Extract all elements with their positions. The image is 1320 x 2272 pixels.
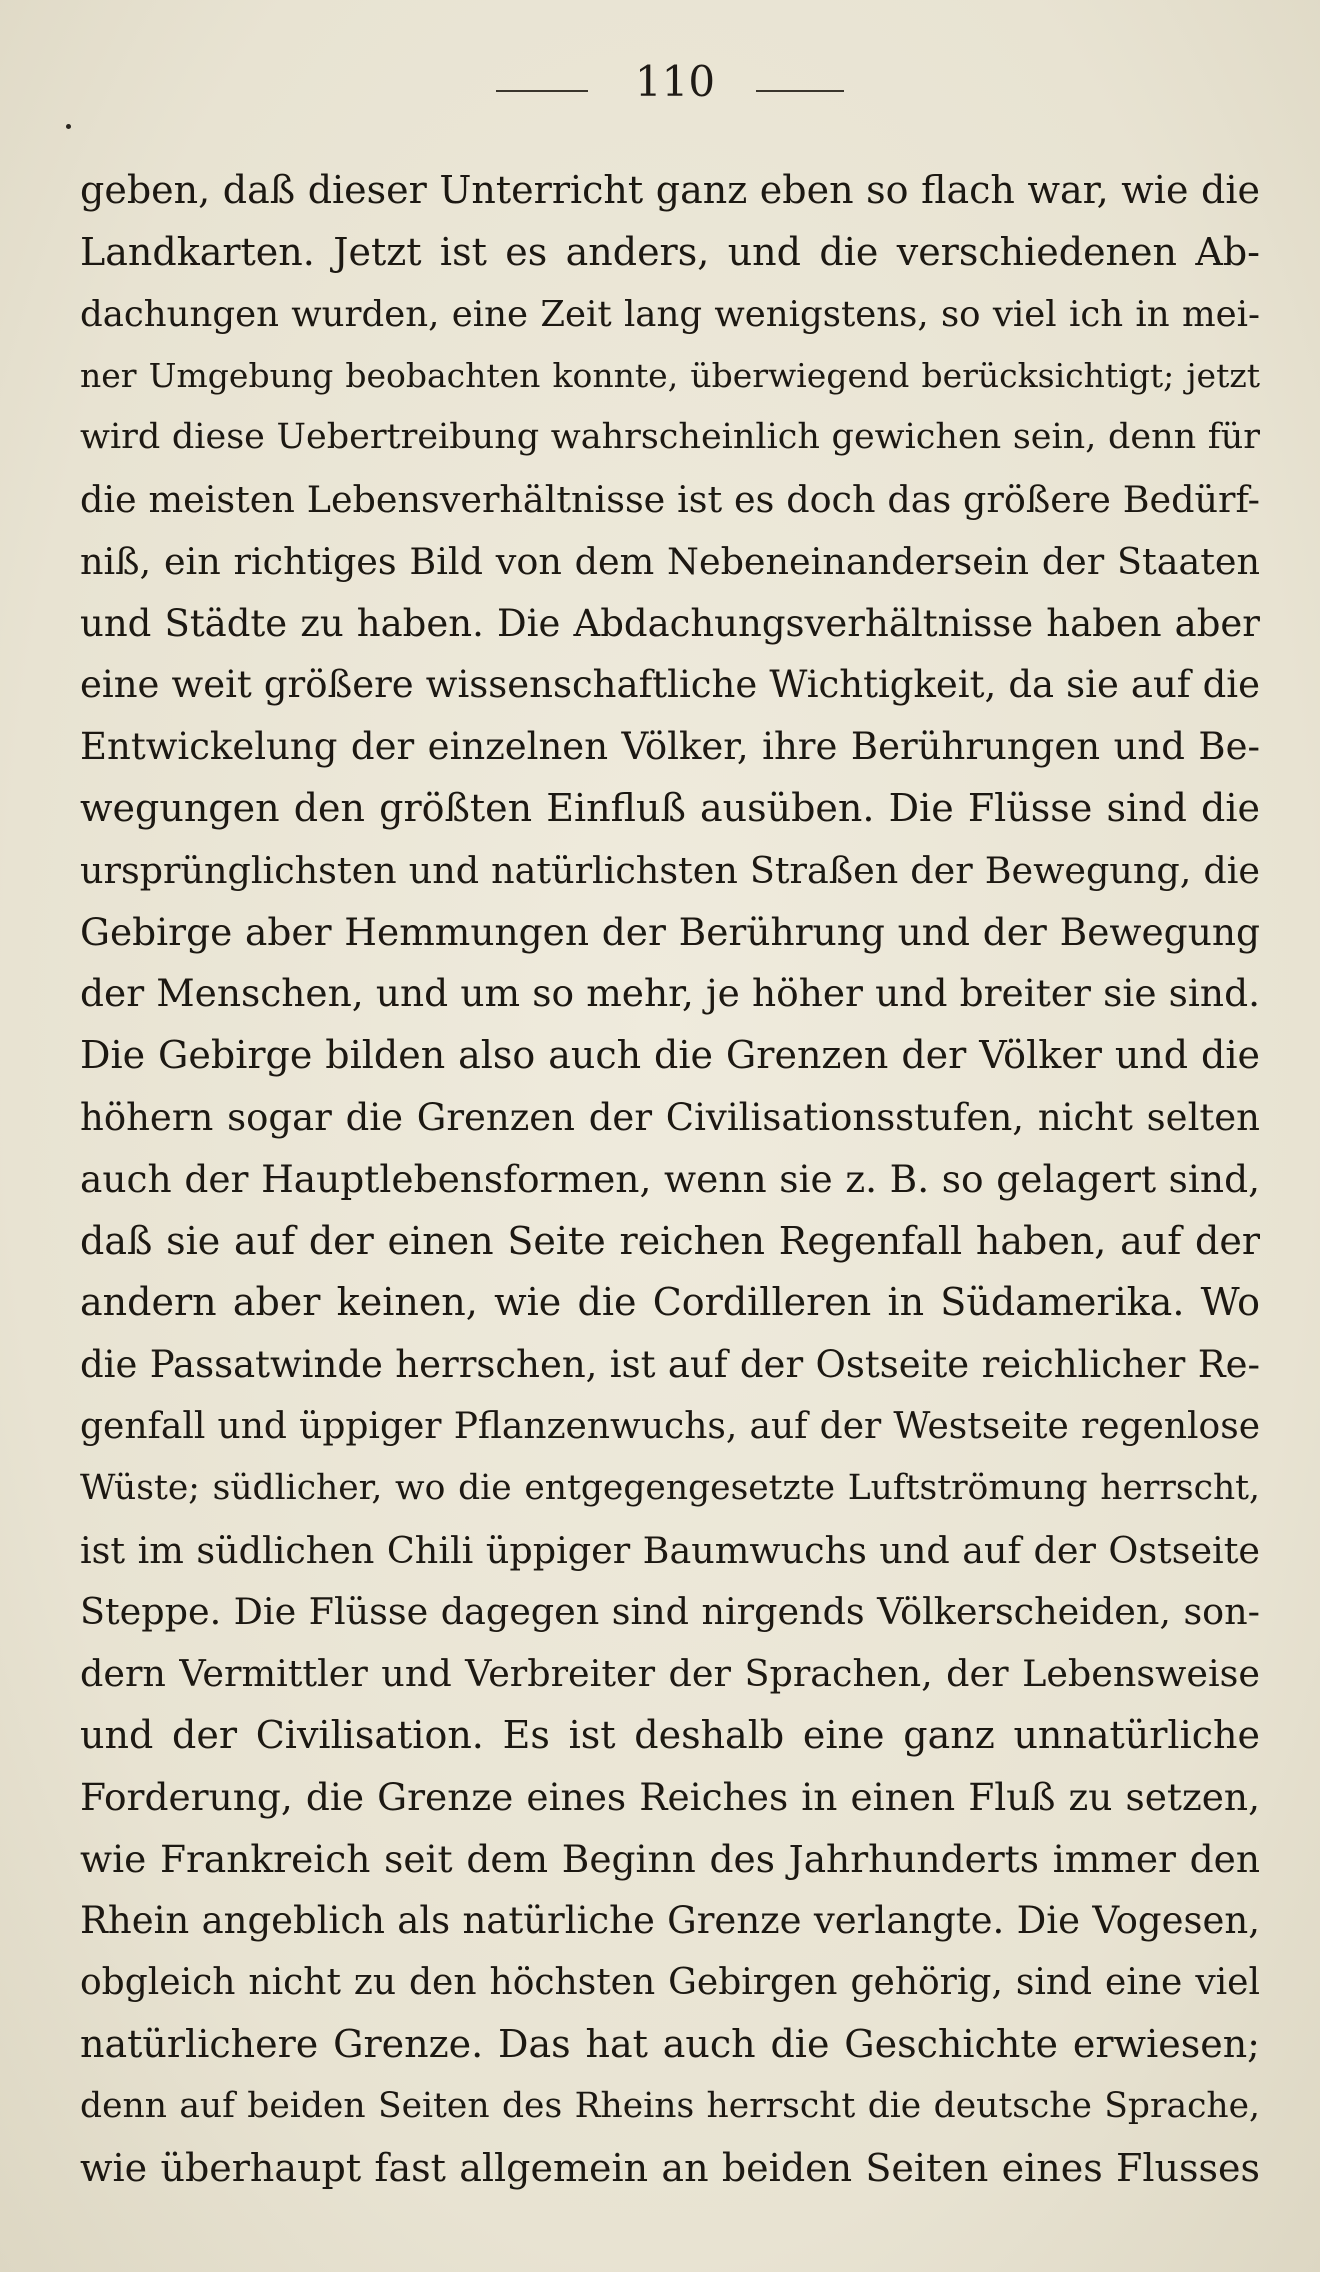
page-header <box>0 52 1320 112</box>
text-line: wird diese Uebertreibung wahrscheinlich gewichen sein, denn für <box>80 417 1260 458</box>
header-rule-left <box>496 90 588 92</box>
text-line: Landkarten. Jetzt ist es anders, und die verschiedenen Ab- <box>80 229 1260 274</box>
text-line: eine weit größere wissenschaftliche Wichtigkeit, da sie auf die <box>80 663 1260 707</box>
text-line: Forderung, die Grenze eines Reiches in einen Fluß zu setzen, <box>80 1774 1260 1819</box>
text-line: dachungen wurden, eine Zeit lang wenigstens, so viel ich in mei- <box>80 293 1260 335</box>
text-line: Entwickelung der einzelnen Völker, ihre Berührungen und Be- <box>80 725 1260 769</box>
text-line: die Passatwinde herrschen, ist auf der Ostseite reichlicher Re- <box>80 1343 1260 1387</box>
text-line: Gebirge aber Hemmungen der Berührung und der Bewegung <box>80 909 1260 954</box>
text-line: der Menschen, und um so mehr, je höher und breiter sie sind. <box>80 971 1260 1016</box>
text-line: ner Umgebung beobachten konnte, überwiegend berücksichtigt; jetzt <box>80 356 1260 396</box>
text-line: andern aber keinen, wie die Cordilleren in Südamerika. Wo <box>80 1280 1260 1325</box>
text-line: daß sie auf der einen Seite reichen Regenfall haben, auf der <box>80 1218 1260 1263</box>
text-line: ist im südlichen Chili üppiger Baumwuchs und auf der Ostseite <box>80 1528 1260 1572</box>
text-line: genfall und üppiger Pflanzenwuchs, auf der Westseite regenlose <box>80 1405 1260 1447</box>
text-line: die meisten Lebensverhältnisse ist es doch das größere Bedürf- <box>80 477 1260 521</box>
text-line: Wüste; südlicher, wo die entgegengesetzte Luftströmung herrscht, <box>80 1467 1260 1508</box>
text-line: geben, daß dieser Unterricht ganz eben so flach war, wie die <box>80 168 1260 212</box>
text-line: denn auf beiden Seiten des Rheins herrscht die deutsche Sprache, <box>80 2085 1260 2126</box>
text-line: obgleich nicht zu den höchsten Gebirgen gehörig, sind eine viel <box>80 1962 1260 2004</box>
text-line: natürlichere Grenze. Das hat auch die Geschichte erwiesen; <box>80 2021 1260 2066</box>
text-line: und Städte zu haben. Die Abdachungsverhältnisse haben aber <box>80 601 1260 645</box>
text-line: wie überhaupt fast allgemein an beiden Seiten eines Flusses <box>80 2145 1260 2190</box>
text-line: höhern sogar die Grenzen der Civilisationsstufen, nicht selten <box>80 1095 1260 1139</box>
page-number: 110 <box>634 57 716 106</box>
text-line: niß, ein richtiges Bild von dem Nebeneinandersein der Staaten <box>80 539 1260 583</box>
header-rule-right <box>756 90 844 92</box>
text-line: wegungen den größten Einfluß ausüben. Die Flüsse sind die <box>80 785 1260 830</box>
text-line: ursprünglichsten und natürlichsten Straßen der Bewegung, die <box>80 848 1260 892</box>
text-line: wie Frankreich seit dem Beginn des Jahrhunderts immer den <box>80 1836 1260 1881</box>
body-text <box>80 160 1260 2199</box>
print-speck <box>66 124 71 129</box>
text-line: und der Civilisation. Es ist deshalb eine ganz unnatürliche <box>80 1712 1260 1757</box>
text-line: Die Gebirge bilden also auch die Grenzen der Völker und die <box>80 1033 1260 1078</box>
text-line: dern Vermittler und Verbreiter der Sprachen, der Lebensweise <box>80 1652 1260 1696</box>
text-line: Steppe. Die Flüsse dagegen sind nirgends Völkerscheiden, son- <box>80 1590 1260 1634</box>
text-line: Rhein angeblich als natürliche Grenze verlangte. Die Vogesen, <box>80 1899 1260 1943</box>
text-line: auch der Hauptlebensformen, wenn sie z. B. so gelagert sind, <box>80 1156 1260 1201</box>
